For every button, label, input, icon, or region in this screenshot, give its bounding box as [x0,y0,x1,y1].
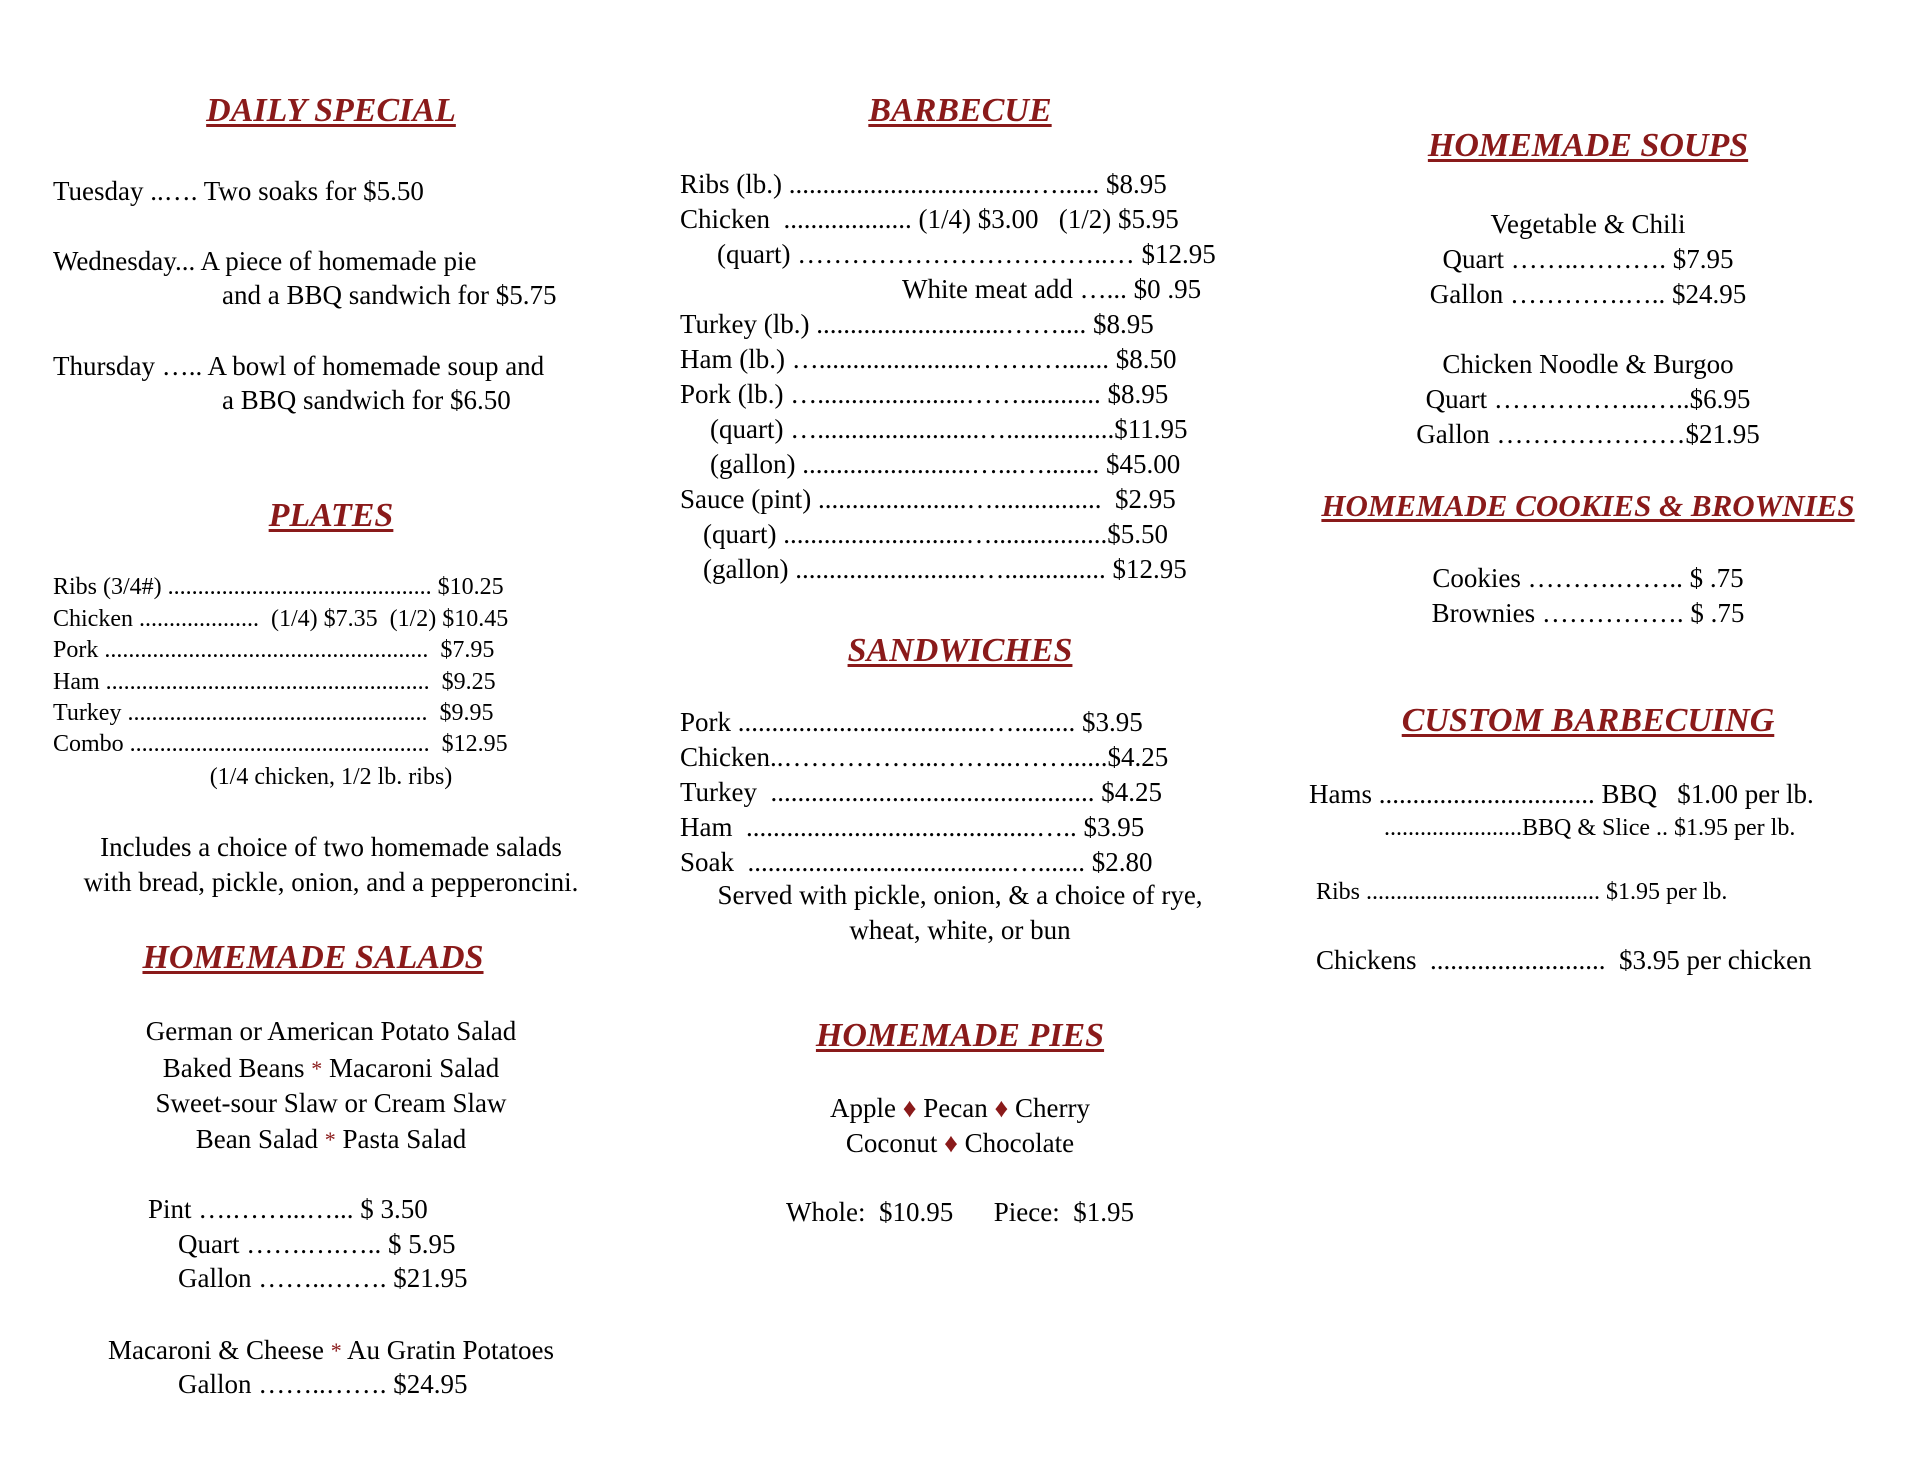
plates-note-1: Includes a choice of two homemade salads [100,832,562,862]
bbq-sauce-pint: Sauce (pint) ......................…................ $2.95 [680,484,1176,514]
diamond-icon: ♦ [902,1093,917,1123]
salads-line-3: Sweet-sour Slaw or Cream Slaw [155,1088,507,1118]
plate-ribs: Ribs (3/4#) ............................................ $10.25 [53,574,504,600]
custom-heading: CUSTOM BARBECUING [1401,702,1775,739]
sandwich-soak: Soak .......................................…....... $2.80 [680,847,1153,877]
bbq-ribs: Ribs (lb.) ....................................…...... $8.95 [680,169,1167,199]
plate-turkey: Turkey .................................................. $9.95 [53,700,494,726]
salads-extra-line: Macaroni & Cheese * Au Gratin Potatoes [108,1335,554,1365]
daily-special-wednesday-cont: and a BBQ sandwich for $5.75 [222,280,557,310]
salads-line-1: German or American Potato Salad [145,1016,517,1046]
daily-special-wednesday: Wednesday... A piece of homemade pie [53,246,477,276]
soups-cn-gallon: Gallon …………………$21.95 [1416,419,1760,449]
bbq-ham: Ham (lb.) ….......................…….…....... $8.50 [680,344,1177,374]
daily-special-tuesday: Tuesday ..…. Two soaks for $5.50 [53,176,424,206]
pies-row-1: Apple ♦ Pecan ♦ Cherry [830,1093,1090,1123]
custom-chickens: Chickens .......................... $3.95 per chicken [1316,945,1812,975]
plate-chicken: Chicken .................... (1/4) $7.35 (1/2) $10.45 [53,606,509,632]
soups-heading: HOMEMADE SOUPS [1427,127,1749,164]
brownies-price: Brownies ……………. $ .75 [1431,598,1745,628]
bbq-turkey: Turkey (lb.) ............................…….... $8.95 [680,309,1154,339]
sandwiches-heading: SANDWICHES [847,632,1073,669]
soups-line-vegetable-chili: Vegetable & Chili [1490,209,1686,239]
cookies-heading: HOMEMADE COOKIES & BROWNIES [1321,488,1855,523]
soups-cn-quart: Quart ……………...…..$6.95 [1425,384,1751,414]
bbq-sauce-quart: (quart) ...........................….................$5.50 [703,519,1168,549]
plate-combo-note: (1/4 chicken, 1/2 lb. ribs) [209,764,453,790]
salads-line-4: Bean Salad * Pasta Salad [195,1124,467,1154]
sandwiches-note-2: wheat, white, or bun [849,915,1071,945]
daily-special-thursday: Thursday ….. A bowl of homemade soup and [53,351,545,381]
cookies-price: Cookies ……….…….. $ .75 [1432,563,1744,593]
salads-price-gallon: Gallon ……..……. $21.95 [178,1263,468,1293]
plates-heading: PLATES [268,497,394,534]
sandwich-ham: Ham ...........................................….. $3.95 [680,812,1145,842]
bbq-white-meat: White meat add …... $0 .95 [902,274,1202,304]
plate-combo: Combo .................................................. $12.95 [53,731,508,757]
diamond-icon: ♦ [994,1093,1009,1123]
plate-pork: Pork ...................................................... $7.95 [53,637,495,663]
salads-heading: HOMEMADE SALADS [142,939,484,976]
sandwiches-note-1: Served with pickle, onion, & a choice of rye, [717,880,1203,910]
plates-note-2: with bread, pickle, onion, and a pepperoncini. [83,867,579,897]
sandwich-chicken: Chicken..……………...……...……......$4.25 [680,742,1169,772]
pies-heading: HOMEMADE PIES [815,1017,1105,1054]
daily-special-heading: DAILY SPECIAL [206,92,456,129]
bbq-chicken: Chicken ................... (1/4) $3.00 (1/2) $5.95 [680,204,1179,234]
custom-hams-bbq: Hams ................................ BBQ $1.00 per lb. [1309,779,1814,809]
plate-ham: Ham ...................................................... $9.25 [53,669,496,695]
salads-extra-price: Gallon ……..……. $24.95 [178,1369,468,1399]
pies-prices: Whole: $10.95 Piece: $1.95 [786,1197,1134,1227]
daily-special-thursday-cont: a BBQ sandwich for $6.50 [222,385,511,415]
asterisk-icon: * [330,1338,342,1363]
salads-line-2: Baked Beans * Macaroni Salad [162,1053,500,1083]
asterisk-icon: * [311,1056,323,1081]
sandwich-turkey: Turkey ................................................ $4.25 [680,777,1163,807]
custom-hams-slice: .......................BBQ & Slice .. $1.95 per lb. [1384,815,1796,841]
bbq-pork-quart: (quart) …........................…................$11.95 [710,414,1188,444]
pies-row-2: Coconut ♦ Chocolate [845,1128,1075,1158]
soups-vc-gallon: Gallon ………….….. $24.95 [1429,279,1747,309]
diamond-icon: ♦ [944,1128,958,1158]
bbq-pork-gallon: (gallon) .........................…...…........ $45.00 [710,449,1181,479]
soups-vc-quart: Quart ……..………. $7.95 [1442,244,1734,274]
soups-line-chicken-noodle: Chicken Noodle & Burgoo [1442,349,1734,379]
asterisk-icon: * [324,1127,336,1152]
salads-price-quart: Quart …….….….. $ 5.95 [178,1229,456,1259]
sandwich-pork: Pork .....................................…......... $3.95 [680,707,1143,737]
salads-price-pint: Pint ….……...…... $ 3.50 [148,1194,428,1224]
bbq-sauce-gallon: (gallon) ...........................…............... $12.95 [703,554,1187,584]
bbq-pork: Pork (lb.) …......................……............ $8.95 [680,379,1169,409]
barbecue-heading: BARBECUE [868,92,1052,129]
custom-ribs: Ribs ....................................... $1.95 per lb. [1316,879,1728,905]
bbq-chicken-quart: (quart) ……………………………..… $12.95 [717,239,1216,269]
